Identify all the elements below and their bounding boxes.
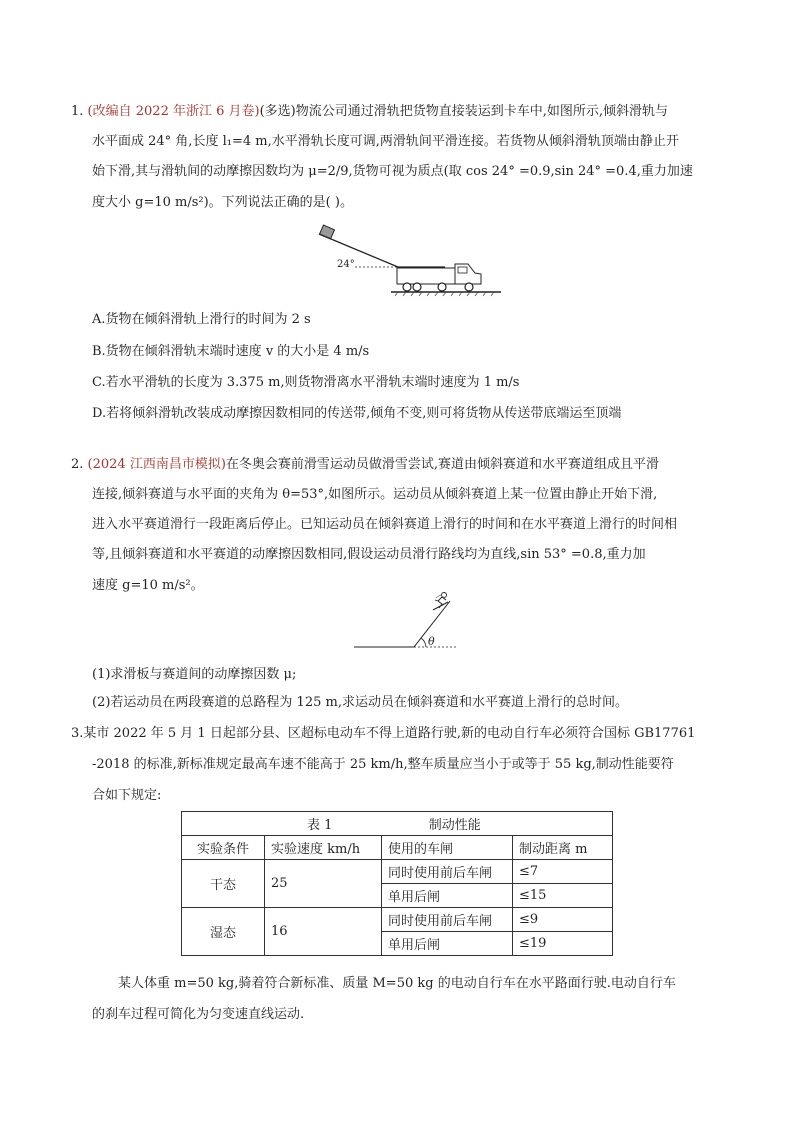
q1-option-a: A.货物在倾斜滑轨上滑行的时间为 2 s [92, 312, 311, 327]
q3-text-line-3: 合如下规定: [92, 788, 162, 803]
table-caption [182, 812, 613, 836]
braking-performance-table [181, 811, 613, 956]
q3-line-1 [71, 725, 695, 742]
table-caption-left: 表 1 [307, 818, 333, 833]
q2-sub-question-2: (2)若运动员在两段赛道的总路程为 125 m,求运动员在倾斜赛道和水平赛道上滑行的总时间。 [92, 695, 628, 710]
q3-text-line-2: -2018 的标准,新标准规定最高车速不能高于 25 km/h,整车质量应当小于或等于 55 kg,制动性能要符 [92, 757, 674, 772]
table-header: 实验条件 [182, 836, 265, 860]
q3-text-line-1: 某市 2022 年 5 月 1 日起部分县、区超标电动车不得上道路行驶,新的电动自行车必须符合国标 GB17761 [83, 726, 696, 741]
table-caption-row [182, 812, 613, 836]
table-cell-distance: ≤19 [513, 932, 613, 956]
table-header: 制动距离 m [513, 836, 613, 860]
q3-after-line-2: 的刹车过程可简化为匀变速直线运动. [92, 1007, 305, 1022]
q1-text-line-1: (多选)物流公司通过滑轨把货物直接装运到卡车中,如图所示,倾斜滑轨与 [259, 104, 668, 119]
wheel-icon [413, 283, 421, 291]
q2-figure-ski-slope [352, 589, 467, 654]
table-cell-brake: 单用后闸 [382, 884, 513, 908]
table-cell-distance: ≤9 [513, 908, 613, 932]
q2-text-line-3: 进入水平赛道滑行一段距离后停止。已知运动员在倾斜赛道上滑行的时间和在水平赛道上滑行的时间相 [92, 517, 678, 532]
q2-angle-label: θ [428, 635, 435, 648]
q2-text-line-1: 在冬奥会赛前滑雪运动员做滑雪尝试,赛道由倾斜赛道和水平赛道组成且平滑 [225, 457, 660, 472]
wheel-icon [403, 283, 411, 291]
angle-arc [421, 638, 426, 647]
q1-option-c: C.若水平滑轨的长度为 3.375 m,则货物滑离水平滑轨末端时速度为 1 m/s [92, 375, 520, 390]
table-cell-distance: ≤7 [513, 860, 613, 884]
skier-icon [433, 593, 448, 611]
q1-figure-incline-truck [305, 222, 520, 300]
incline-rail [319, 234, 398, 267]
table-cell-speed: 25 [265, 860, 382, 908]
wheel-icon [465, 283, 473, 291]
q1-source: (改编自 2022 年浙江 6 月卷) [87, 104, 260, 119]
table-header: 使用的车闸 [382, 836, 513, 860]
table-row [182, 860, 613, 884]
table-row [182, 908, 613, 932]
truck-cargo-bed [397, 268, 455, 284]
table-cell-speed: 16 [265, 908, 382, 956]
table-header: 实验速度 km/h [265, 836, 382, 860]
q1-option-d: D.若将倾斜滑轨改装成动摩擦因数相同的传送带,倾角不变,则可将货物从传送带底端运至顶端 [92, 406, 622, 421]
table-cell-brake: 同时使用前后车闸 [382, 908, 513, 932]
table-caption-right: 制动性能 [428, 818, 481, 833]
q2-text-line-2: 连接,倾斜赛道与水平面的夹角为 θ=53°,如图所示。运动员从倾斜赛道上某一位置由静止开始下滑, [92, 487, 658, 502]
q1-text-line-3: 始下滑,其与滑轨间的动摩擦因数均为 μ=2/9,货物可视为质点(取 cos 24° =0.9,sin 24° =0.4,重力加速 [92, 164, 693, 179]
q2-source: (2024 江西南昌市模拟) [87, 457, 226, 472]
q1-angle-label: 24° [337, 259, 355, 270]
table-cell-brake: 同时使用前后车闸 [382, 860, 513, 884]
table-cell-brake: 单用后闸 [382, 932, 513, 956]
table-cell-distance: ≤15 [513, 884, 613, 908]
truck-window [458, 267, 467, 273]
q2-number: 2. [71, 457, 84, 472]
q1-text-line-2: 水平面成 24° 角,长度 l₁=4 m,水平滑轨长度可调,两滑轨间平滑连接。若货物从倾斜滑轨顶端由静止开 [92, 134, 679, 149]
table-cell-condition: 干态 [182, 860, 265, 908]
wheel-icon [438, 283, 446, 291]
q2-sub-question-1: (1)求滑板与赛道间的动摩擦因数 μ; [92, 667, 297, 682]
q2-line-1 [71, 456, 659, 473]
q3-after-line-1: 某人体重 m=50 kg,骑着符合新标准、质量 M=50 kg 的电动自行车在水平路面行驶.电动自行车 [118, 976, 676, 991]
q2-text-line-4: 等,且倾斜赛道和水平赛道的动摩擦因数相同,假设运动员滑行路线均为直线,sin 53° =0.8,重力加 [92, 547, 646, 562]
q1-option-b: B.货物在倾斜滑轨末端时速度 v 的大小是 4 m/s [92, 344, 370, 359]
q2-text-line-5: 速度 g=10 m/s²。 [92, 578, 204, 593]
q1-text-line-4: 度大小 g=10 m/s²)。下列说法正确的是( )。 [92, 195, 353, 210]
q3-number: 3. [71, 726, 84, 741]
q1-number: 1. [71, 104, 84, 119]
table-cell-condition: 湿态 [182, 908, 265, 956]
q1-line-1 [71, 103, 668, 120]
table-header-row [182, 836, 613, 860]
